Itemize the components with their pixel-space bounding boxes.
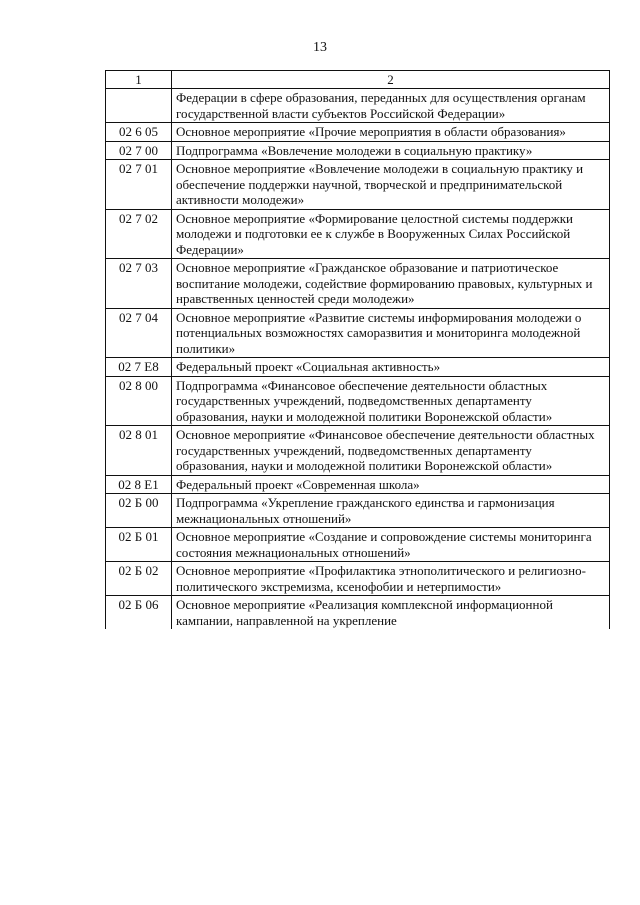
table-row — [106, 426, 610, 476]
table-row — [106, 259, 610, 309]
table-row — [106, 160, 610, 210]
row-text: Основное мероприятие «Реализация комплексной информационной кампании, направленной на укрепление — [172, 596, 610, 630]
table-row — [106, 141, 610, 160]
row-code: 02 8 01 — [106, 426, 172, 476]
row-code: 02 8 00 — [106, 376, 172, 426]
page-number: 13 — [313, 40, 327, 55]
table-row — [106, 358, 610, 377]
table-row — [106, 123, 610, 142]
table-row — [106, 596, 610, 630]
column-header-1: 1 — [106, 71, 172, 89]
row-text: Основное мероприятие «Формирование целостной системы поддержки молодежи и подготовки ее к службе в Вооруженных Силах Российской Федерации» — [172, 209, 610, 259]
row-text: Основное мероприятие «Профилактика этнополитического и религиозно-политического экстремизма, ксенофобии и нетерпимости» — [172, 562, 610, 596]
row-code — [106, 89, 172, 123]
row-text: Основное мероприятие «Прочие мероприятия в области образования» — [172, 123, 610, 142]
row-text: Федеральный проект «Современная школа» — [172, 475, 610, 494]
row-code: 02 Б 06 — [106, 596, 172, 630]
table-row — [106, 475, 610, 494]
table-row — [106, 494, 610, 528]
table-row — [106, 89, 610, 123]
table-row — [106, 209, 610, 259]
row-text: Основное мероприятие «Развитие системы информирования молодежи о потенциальных возможностях саморазвития и мониторинга молодежной политики» — [172, 308, 610, 358]
row-code: 02 7 03 — [106, 259, 172, 309]
column-header-2: 2 — [172, 71, 610, 89]
row-text: Подпрограмма «Финансовое обеспечение деятельности областных государственных учреждений, подведомственных департаменту образования, науки и молодежной политики Воронежской области» — [172, 376, 610, 426]
row-code: 02 7 01 — [106, 160, 172, 210]
row-code: 02 6 05 — [106, 123, 172, 142]
row-text: Основное мероприятие «Вовлечение молодежи в социальную практику и обеспечение поддержки научной, творческой и предпринимательской активности молодежи» — [172, 160, 610, 210]
row-code: 02 Б 01 — [106, 528, 172, 562]
table-header-row — [106, 71, 610, 89]
row-code: 02 Б 02 — [106, 562, 172, 596]
table-row — [106, 376, 610, 426]
row-text: Подпрограмма «Укрепление гражданского единства и гармонизация межнациональных отношений» — [172, 494, 610, 528]
row-code: 02 8 Е1 — [106, 475, 172, 494]
row-code: 02 7 04 — [106, 308, 172, 358]
row-code: 02 7 Е8 — [106, 358, 172, 377]
classification-table — [105, 70, 610, 629]
row-code: 02 7 00 — [106, 141, 172, 160]
row-text: Основное мероприятие «Финансовое обеспечение деятельности областных государственных учреждений, подведомственных департаменту образования, науки и молодежной политики Воронежской области» — [172, 426, 610, 476]
row-text: Федеральный проект «Социальная активность» — [172, 358, 610, 377]
row-text: Основное мероприятие «Создание и сопровождение системы мониторинга состояния межнациональных отношений» — [172, 528, 610, 562]
table-row — [106, 562, 610, 596]
row-text: Подпрограмма «Вовлечение молодежи в социальную практику» — [172, 141, 610, 160]
row-text: Федерации в сфере образования, переданных для осуществления органам государственной власти субъектов Российской Федерации» — [172, 89, 610, 123]
table-row — [106, 308, 610, 358]
table-row — [106, 528, 610, 562]
row-text: Основное мероприятие «Гражданское образование и патриотическое воспитание молодежи, содействие формированию правовых, культурных и нравственных ценностей среди молодежи» — [172, 259, 610, 309]
row-code: 02 Б 00 — [106, 494, 172, 528]
row-code: 02 7 02 — [106, 209, 172, 259]
